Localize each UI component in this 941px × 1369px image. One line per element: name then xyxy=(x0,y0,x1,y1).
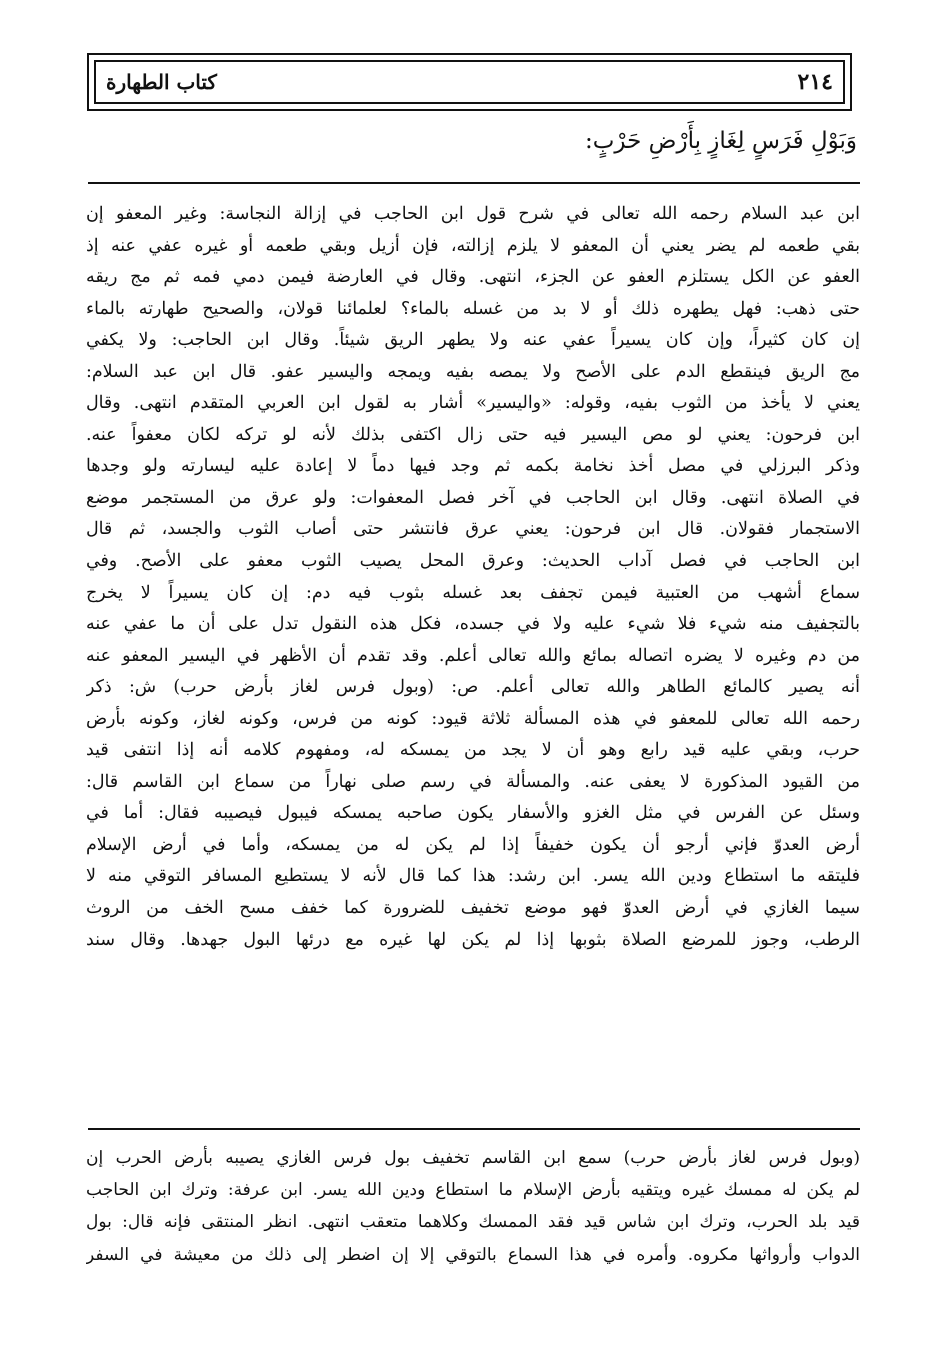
commentary-line: رحمه الله تعالى للمعفو في هذه المسألة ثلاثة قيود: كونه من فرس، وكونه لغاز، وكونه بأرض xyxy=(86,708,860,729)
commentary-line: وسئل عن الفرس في مثل الغزو والأسفار يكون صاحبه يمسكه فيبول فيصيبه فقال: أما في xyxy=(86,803,860,824)
footnote-line: قيد بلد الحرب، وترك ابن شاس قيد فقد الممسك وكلاهما متعقب انتهى. انظر المنتقى فإنه قال: بول xyxy=(86,1212,860,1233)
footnote-line: (وبول فرس لغاز بأرض حرب) سمع ابن القاسم تخفيف بول فرس الغازي يصيبه بأرض الحرب إن xyxy=(86,1148,860,1168)
commentary-line: سماع أشهب من العتبية فيمن تجفف بعد غسله بثوب فيه دم: إن كان يسيراً لا يخرج xyxy=(86,582,860,603)
commentary-line: إن كان كثيراً، وإن كان يسيراً عفي عنه ولا يطهر الريق شيئاً. وقال ابن الحاجب: ولا يكفي xyxy=(86,330,860,351)
commentary-line: مج الريق فينقطع الدم على الأصح ولا يمصه بفيه ويمجه واليسير عفو. قال ابن عبد السلام: xyxy=(86,361,860,382)
commentary-line: فليتقه ما استطاع ودين الله يسر. ابن رشد: هذا كما قال لأنه لا يستطيع المسافر التوقي منه لا xyxy=(86,866,860,887)
commentary-line: أنه يصير كالمائع الطاهر والله تعالى أعلم. ص: (وبول فرس لغاز بأرض حرب) ش: ذكر xyxy=(86,677,860,698)
commentary-body xyxy=(86,199,860,956)
commentary-line: حرب، وبقي عليه قيد رابع وهو أن لا يجد من يمسكه له، ومفهوم كلامه أنه إذا انتفى قيد xyxy=(86,740,860,761)
commentary-line: وذكر البرزلي في مصل أخذ نخامة بكمه ثم وجد فيها دماً لا إعادة عليه ليسارته ولو وجدها xyxy=(86,456,860,477)
page-header-inner xyxy=(94,60,845,104)
matn-text: وَبَوْلِ فَرَسٍ لِغَازٍ بِأَرْضِ حَرْبٍ: xyxy=(585,128,857,154)
footnote-body xyxy=(86,1142,860,1271)
commentary-line: الرطب، وجوز للمرضع الصلاة بثوبها إذا لم يكن لها غيره مع درئها البول جهدها. وقال سند xyxy=(86,929,860,950)
commentary-line: في الصلاة انتهى. وقال ابن الحاجب في آخر فصل المعفوات: ولو عرق من المستجمر موضع xyxy=(86,487,860,508)
book-title: كتاب الطهارة xyxy=(106,70,217,94)
footnote-divider xyxy=(88,1128,860,1130)
commentary-line: يعني لا يأخذ من الثوب بفيه، وقوله: «واليسير» أشار به لقول ابن العربي المتقدم انتهى. وقال xyxy=(86,393,860,414)
commentary-line: أرض العدوّ فإني أرجو أن يكون خفيفاً إذا لم يكن له من يمسكه، وأما في أرض الإسلام xyxy=(86,834,860,855)
commentary-line: من القيود المذكورة لا يعفى عنه. والمسألة في رسم صلى نهاراً من سماع ابن القاسم قال: xyxy=(86,771,860,792)
commentary-line: ابن عبد السلام رحمه الله تعالى في شرح قول ابن الحاجب في إزالة النجاسة: وغير المعفو إن xyxy=(86,204,860,224)
commentary-line: العفو عن الكل يستلزم العفو عن الجزء، انتهى. وقال في العارضة فيمن دمي فمه ثم مج ريقه xyxy=(86,267,860,288)
commentary-line: الاستجمار فقولان. قال ابن فرحون: يعني عرق فانتشر حتى أصاب الثوب والجسد، ثم قال xyxy=(86,519,860,540)
page-number: ٢١٤ xyxy=(797,69,833,95)
commentary-line: بقي طعمه لم يضر يعني أن المعفو لا يلزم إزالته، فإن أزيل وبقي طعمه أو غيره عفي عنه إذ xyxy=(86,235,860,256)
commentary-line: حتى ذهب: فهل يطهره ذلك أو لا بد من غسله بالماء؟ لعلمائنا قولان، والصحيح طهارته بالماء xyxy=(86,298,860,319)
commentary-line: ابن فرحون: يعني لو مص اليسير فيه حتى زال اكتفى بذلك لأنه لو تركه لكان معفواً عنه. xyxy=(86,424,860,445)
footnote-line: الدواب وأرواثها مكروه. وأمره في هذا السماع بالتوقي إلا إن اضطر إلى ذلك من معيشة في السفر xyxy=(86,1244,860,1265)
page-header xyxy=(87,53,852,111)
top-divider xyxy=(88,182,860,184)
commentary-line: من دم وغيره لا يضره اتصاله بمائع والله تعالى أعلم. وقد تقدم أن الأظهر في اليسير المعفو عنه xyxy=(86,645,860,666)
commentary-line: ابن الحاجب في فصل آداب الحديث: وعرق المحل يصيب الثوب معفو على الأصح. وفي xyxy=(86,551,860,572)
commentary-line: بالتجفيف منه شيء فلا شيء عليه ولا في جسده، فكل هذه النقول تدل على أن ما عفي عنه xyxy=(86,614,860,635)
footnote-line: لم يكن له ممسك غيره ويتقيه بأرض الإسلام ما استطاع ودين الله يسر. ابن عرفة: وترك ابن الحاجب xyxy=(86,1180,860,1201)
commentary-line: سيما الغازي في أرض العدوّ فهو موضع تخفيف للضرورة كما خفف مسح الخف من الروث xyxy=(86,898,860,919)
